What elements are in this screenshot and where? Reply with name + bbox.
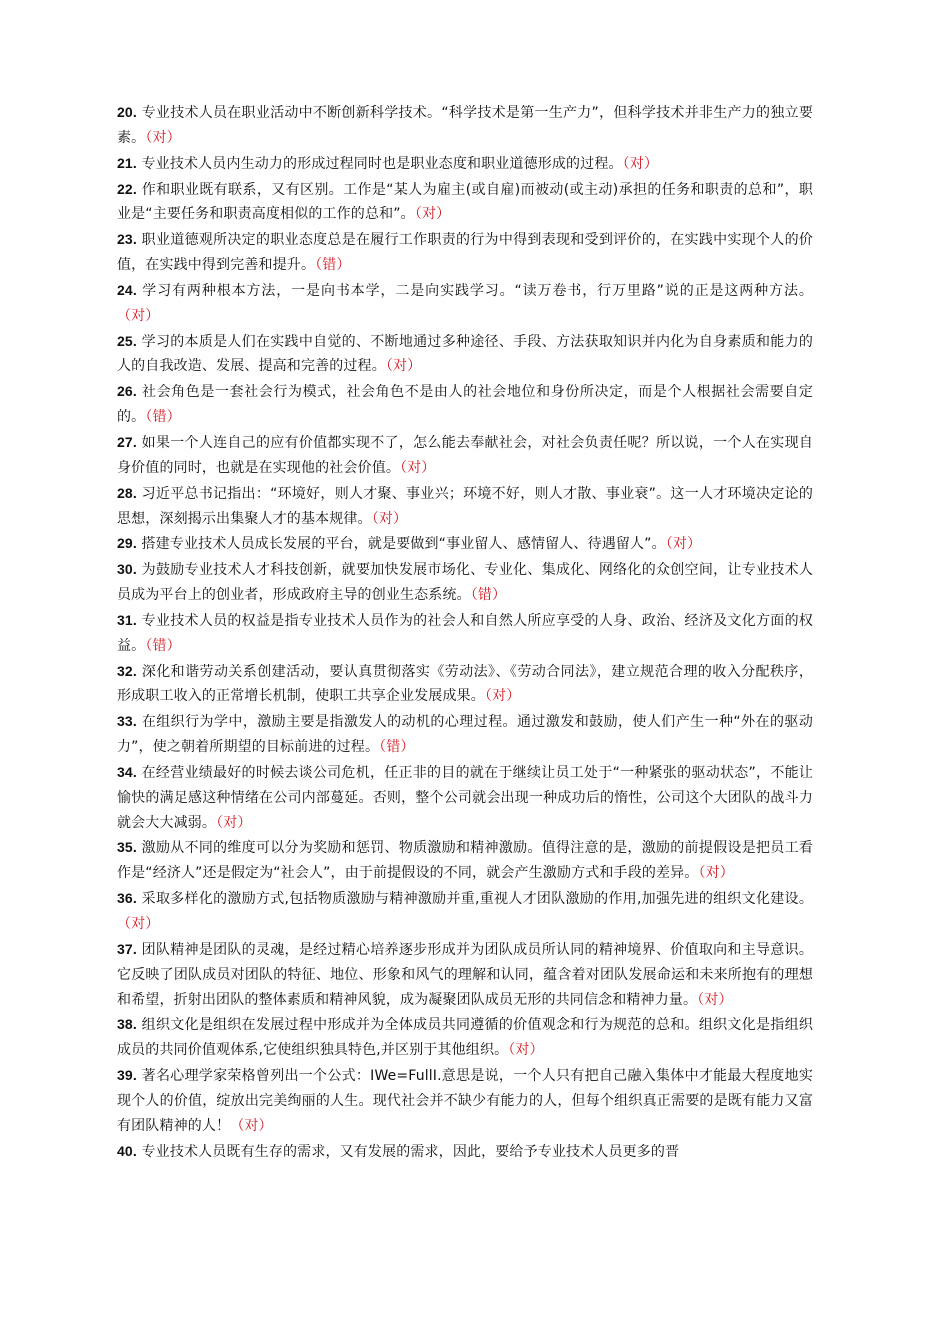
question-item xyxy=(117,835,813,886)
question-text: 专业技术人员的权益是指专业技术人员作为的社会人和自然人所应享受的人身、政治、经济及文化方面的权益。 xyxy=(117,612,814,654)
question-number: 32. xyxy=(117,662,137,679)
question-number: 29. xyxy=(117,535,137,552)
question-text: 学习的本质是人们在实践中自觉的、不断地通过多种途径、手段、方法获取知识并内化为自身素质和能力的人的自我改造、发展、提高和完善的过程。 xyxy=(117,333,814,375)
question-item xyxy=(117,886,813,937)
question-text: 如果一个人连自己的应有价值都实现不了，怎么能去奉献社会，对社会负责任呢？所以说，一个人在实现自身价值的同时，也就是在实现他的社会价值。 xyxy=(117,434,814,476)
question-number: 35. xyxy=(117,839,137,856)
question-number: 21. xyxy=(117,154,137,171)
question-number: 23. xyxy=(117,231,137,248)
question-text: 在组织行为学中，激励主要是指激发人的动机的心理过程。通过激发和鼓励，使人们产生一种“外在的驱动力”，使之朝着所期望的目标前进的过程。 xyxy=(117,714,813,756)
question-number: 38. xyxy=(117,1016,137,1033)
question-number: 28. xyxy=(117,484,137,501)
question-number: 31. xyxy=(117,611,137,628)
answer-mark: （错） xyxy=(470,587,507,604)
question-item xyxy=(117,557,813,608)
answer-mark: （对） xyxy=(484,688,521,705)
question-text: 专业技术人员内生动力的形成过程同时也是职业态度和职业道德形成的过程。 xyxy=(141,155,623,172)
answer-mark: （错） xyxy=(315,257,351,274)
question-number: 27. xyxy=(117,433,137,450)
question-number: 40. xyxy=(117,1142,137,1159)
question-text: 组织文化是组织在发展过程中形成并为全体成员共同遵循的价值观念和行为规范的总和。组织文化是指组织成员的共同价值观体系,它使组织独具特色,并区别于其他组织。 xyxy=(117,1017,814,1059)
question-text: 团队精神是团队的灵魂，是经过精心培养逐步形成并为团队成员所认同的精神境界、价值取向和主导意识。它反映了团队成员对团队的特征、地位、形象和风气的理解和认同，蕴含着对团队发展命运和未来所抱有的理想和希望，折射出团队的整体素质和精神风貌，成为凝聚团队成员无形的共同信念和精神力量。 xyxy=(117,941,814,1008)
answer-mark: （对） xyxy=(698,865,734,882)
answer-mark: （对） xyxy=(371,510,408,527)
question-item xyxy=(117,481,813,532)
answer-mark: （对） xyxy=(385,358,422,375)
question-text: 学习有两种根本方法，一是向书本学，二是向实践学习。“读万卷书，行万里路”说的正是这两种方法。 xyxy=(142,282,813,299)
question-text: 著名心理学家荣格曾列出一个公式：IWe=FullI.意思是说，一个人只有把自己融入集体中才能最大程度地实现个人的价值，绽放出完美绚丽的人生。现代社会并不缺少有能力的人，但每个组织真正需要的是既有能力又富有团队精神的人！ xyxy=(117,1068,813,1134)
question-number: 37. xyxy=(117,940,137,957)
question-number: 25. xyxy=(117,332,137,349)
answer-mark: （对） xyxy=(508,1042,544,1059)
question-item xyxy=(117,227,813,278)
answer-mark: （对） xyxy=(400,459,436,476)
answer-mark: （错） xyxy=(145,409,181,426)
question-text: 职业道德观所决定的职业态度总是在履行工作职责的行为中得到表现和受到评价的，在实践中实现个人的价值，在实践中得到完善和提升。 xyxy=(117,232,814,274)
question-number: 26. xyxy=(117,383,137,400)
answer-mark: （对） xyxy=(697,991,733,1008)
question-text: 专业技术人员在职业活动中不断创新科学技术。“科学技术是第一生产力”，但科学技术并非生产力的独立要素。 xyxy=(117,105,814,146)
question-item xyxy=(117,608,813,659)
question-item xyxy=(117,760,813,836)
answer-mark: （对） xyxy=(145,129,181,146)
question-item xyxy=(117,531,813,557)
question-number: 33. xyxy=(117,713,137,730)
answer-mark: （错） xyxy=(379,739,415,756)
question-number: 34. xyxy=(117,763,137,780)
answer-mark: （对） xyxy=(117,307,160,324)
question-text: 专业技术人员既有生存的需求，又有发展的需求，因此，要给予专业技术人员更多的晋 xyxy=(141,1143,680,1160)
question-item xyxy=(117,329,813,380)
question-item xyxy=(117,659,813,710)
question-item xyxy=(117,379,813,430)
question-text: 为鼓励专业技术人才科技创新，就要加快发展市场化、专业化、集成化、网络化的众创空间，让专业技术人员成为平台上的创业者，形成政府主导的创业生态系统。 xyxy=(117,562,814,604)
answer-mark: （对） xyxy=(230,1117,273,1134)
document-page xyxy=(117,100,813,1164)
question-text: 社会角色是一套社会行为模式，社会角色不是由人的社会地位和身份所决定，而是个人根据社会需要自定的。 xyxy=(117,384,813,426)
question-item xyxy=(117,1012,813,1063)
question-item xyxy=(117,151,813,177)
question-text: 习近平总书记指出：“环境好，则人才聚、事业兴；环境不好，则人才散、事业衰”。这一人才环境决定论的思想，深刻揭示出集聚人才的基本规律。 xyxy=(117,485,814,527)
question-item xyxy=(117,430,813,481)
question-text: 搭建专业技术人员成长发展的平台，就是要做到“事业留人、感情留人、待遇留人”。 xyxy=(141,536,666,553)
question-number: 30. xyxy=(117,561,137,578)
answer-mark: （对） xyxy=(117,916,160,932)
question-item xyxy=(117,1063,813,1139)
question-number: 36. xyxy=(117,890,137,907)
question-text: 深化和谐劳动关系创建活动，要认真贯彻落实《劳动法》、《劳动合同法》，建立规范合理的收入分配秩序，形成职工收入的正常增长机制，使职工共享企业发展成果。 xyxy=(117,663,813,705)
question-text: 激励从不同的维度可以分为奖励和惩罚、物质激励和精神激励。值得注意的是，激励的前提假设是把员工看作是“经济人”还是假定为“社会人”，由于前提假设的不同，就会产生激励方式和手段的差异。 xyxy=(117,840,814,882)
answer-mark: （对） xyxy=(414,206,451,223)
question-number: 24. xyxy=(117,281,137,298)
answer-mark: （对） xyxy=(665,536,702,553)
question-item xyxy=(117,1139,813,1165)
question-text: 作和职业既有联系，又有区别。工作是“某人为雇主(或自雇)而被动(或主动)承担的任务和职责的总和”，职业是“主要任务和职责高度相似的工作的总和”。 xyxy=(117,181,813,223)
question-item xyxy=(117,278,813,329)
answer-mark: （错） xyxy=(145,637,181,654)
question-number: 39. xyxy=(117,1067,137,1084)
answer-mark: （对） xyxy=(216,814,252,831)
question-item xyxy=(117,100,813,151)
question-text: 在经营业绩最好的时候去谈公司危机，任正非的目的就在于继续让员工处于“一种紧张的驱动状态”，不能让愉快的满足感这种情绪在公司内部蔓延。否则，整个公司就会出现一种成功后的惰性，公司这个大团队的战斗力就会大大减弱。 xyxy=(117,764,814,831)
question-item xyxy=(117,937,813,1013)
question-item xyxy=(117,177,813,228)
question-number: 20. xyxy=(117,104,137,120)
question-text: 采取多样化的激励方式,包括物质激励与精神激励并重,重视人才团队激励的作用,加强先进的组织文化建设。 xyxy=(141,891,813,908)
question-number: 22. xyxy=(117,180,137,197)
answer-mark: （对） xyxy=(622,155,659,172)
question-item xyxy=(117,709,813,760)
